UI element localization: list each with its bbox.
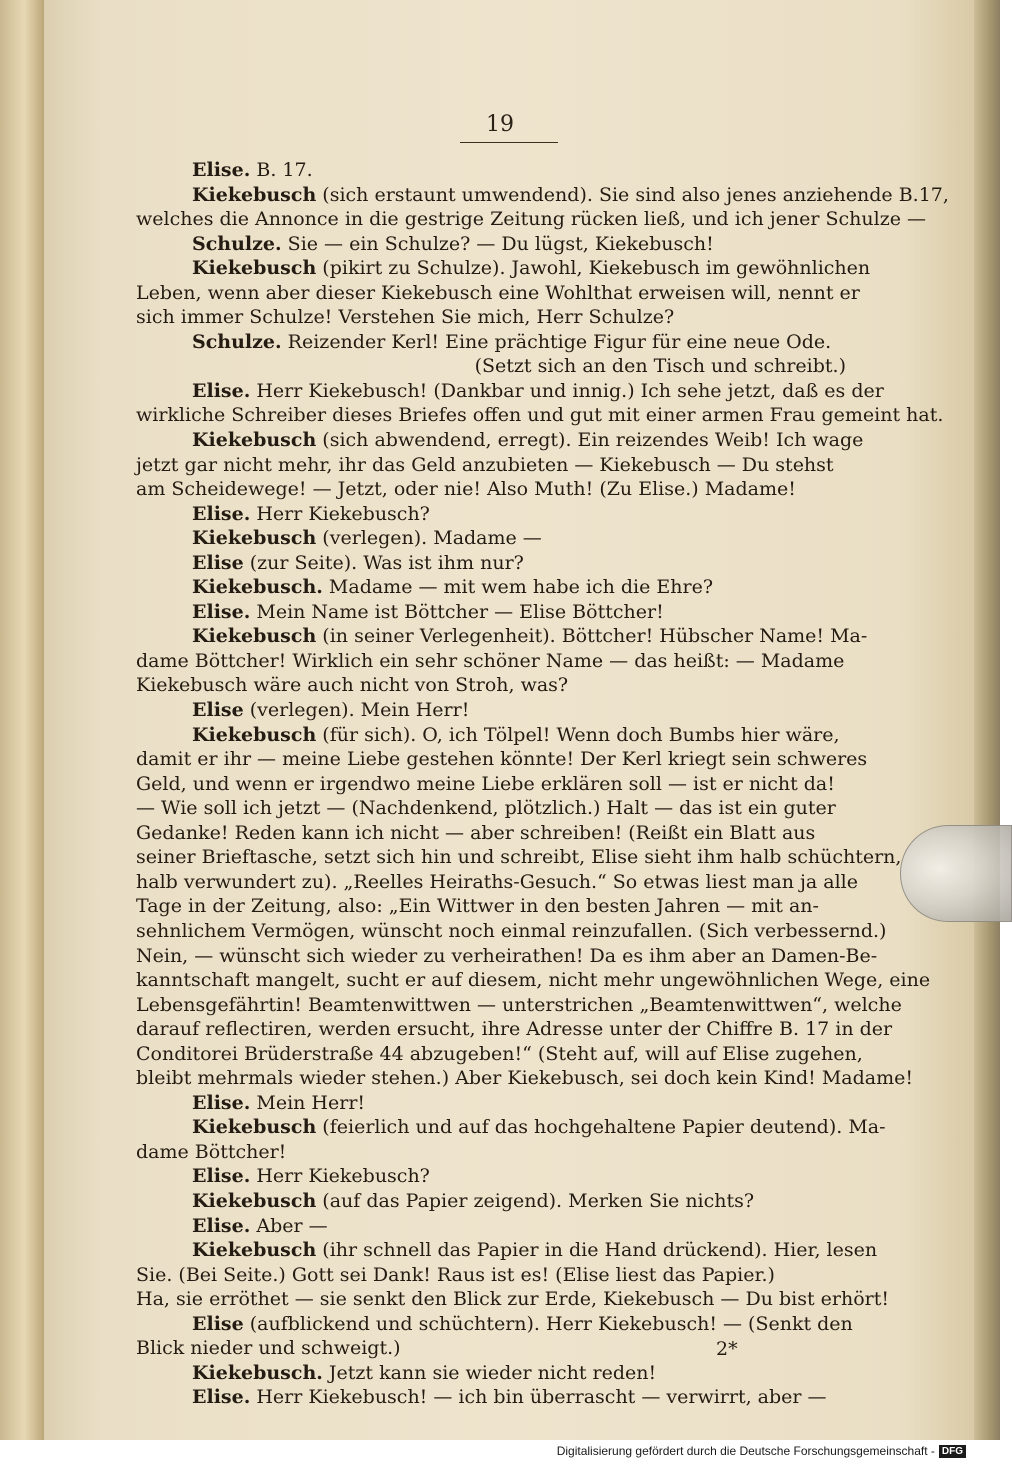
line-text: Lebensgefährtin! Beamtenwittwen — unterstrichen „Beamtenwittwen“, welche bbox=[136, 993, 902, 1016]
line-text: — Wie soll ich jetzt — (Nachdenkend, plötzlich.) Halt — das ist ein guter bbox=[136, 797, 836, 820]
speaker-name: Kiekebusch. bbox=[192, 576, 323, 599]
speaker-name: Elise. bbox=[192, 159, 251, 181]
speaker-name: Elise. bbox=[192, 379, 251, 402]
line-text: (für sich). O, ich Tölpel! Wenn doch Bumbs hier wäre, bbox=[316, 723, 840, 746]
line-text: halb verwundert zu). „Reelles Heiraths-Gesuch.“ So etwas liest man ja alle bbox=[136, 870, 858, 893]
line-text: (verlegen). Mein Herr! bbox=[243, 699, 470, 722]
line-text: Nein, — wünscht sich wieder zu verheirathen! Da es ihm aber an Damen-Be- bbox=[136, 944, 878, 967]
line-text: (aufblickend und schüchtern). Herr Kiekebusch! — (Senkt den bbox=[243, 1312, 853, 1335]
line-text: (Setzt sich an den Tisch und schreibt.) bbox=[474, 355, 846, 378]
line-text: Kiekebusch wäre auch nicht von Stroh, was? bbox=[136, 674, 569, 697]
speaker-name: Schulze. bbox=[192, 330, 282, 353]
line-text: (ihr schnell das Papier in die Hand drückend). Hier, lesen bbox=[316, 1239, 878, 1262]
line-text: (verlegen). Madame — bbox=[316, 527, 542, 550]
text-line bbox=[136, 354, 876, 379]
text-line bbox=[136, 379, 884, 404]
speaker-name: Elise. bbox=[192, 600, 251, 623]
text-line bbox=[136, 821, 876, 846]
footer-text: Digitalisierung gefördert durch die Deutsche Forschungsgemeinschaft - bbox=[556, 1444, 935, 1458]
line-text: (in seiner Verlegenheit). Böttcher! Hübscher Name! Ma- bbox=[316, 625, 868, 648]
line-text: Madame — mit wem habe ich die Ehre? bbox=[322, 576, 714, 599]
text-line bbox=[136, 1287, 890, 1312]
speaker-name: Schulze. bbox=[192, 232, 282, 255]
play-text-body bbox=[136, 158, 949, 1410]
speaker-name: Kiekebusch bbox=[192, 183, 317, 206]
line-text: Geld, und wenn er irgendwo meine Liebe erklären soll — ist er nicht da! bbox=[136, 772, 835, 795]
text-line bbox=[136, 1140, 876, 1165]
speaker-name: Elise bbox=[192, 699, 244, 722]
line-text: Sie — ein Schulze? — Du lügst, Kiekebusch! bbox=[281, 232, 714, 255]
text-line bbox=[136, 232, 876, 257]
text-line bbox=[136, 428, 876, 453]
speaker-name: Kiekebusch bbox=[192, 1239, 317, 1262]
text-line bbox=[136, 1238, 876, 1263]
line-text: Tage in der Zeitung, also: „Ein Wittwer in den besten Jahren — mit an- bbox=[136, 895, 819, 918]
speaker-name: Kiekebusch bbox=[192, 723, 317, 746]
line-text: Mein Name ist Böttcher — Elise Böttcher! bbox=[250, 600, 664, 623]
speaker-name: Elise. bbox=[192, 1091, 251, 1114]
text-line bbox=[136, 502, 876, 527]
text-line bbox=[136, 772, 876, 797]
text-line bbox=[136, 747, 876, 772]
line-text: Blick nieder und schweigt.) bbox=[136, 1337, 401, 1360]
line-text: Herr Kiekebusch? bbox=[250, 1165, 430, 1188]
line-text: Conditorei Brüderstraße 44 abzugeben!“ (Steht auf, will auf Elise zugehen, bbox=[136, 1042, 863, 1065]
text-line bbox=[136, 1042, 876, 1067]
line-text: (sich erstaunt umwendend). Sie sind also jenes anziehende B.17, bbox=[316, 183, 949, 206]
line-text: bleibt mehrmals wieder stehen.) Aber Kiekebusch, sei doch kein Kind! Madame! bbox=[136, 1067, 914, 1090]
line-text: Herr Kiekebusch? bbox=[250, 502, 430, 525]
text-line bbox=[136, 894, 876, 919]
speaker-name: Kiekebusch bbox=[192, 1189, 317, 1212]
line-text: Sie. (Bei Seite.) Gott sei Dank! Raus ist es! (Elise liest das Papier.) bbox=[136, 1263, 775, 1286]
dfg-logo: DFG bbox=[939, 1445, 966, 1458]
text-line bbox=[136, 600, 876, 625]
text-line bbox=[136, 183, 949, 208]
line-text: Ha, sie erröthet — sie senkt den Blick zur Erde, Kiekebusch — Du bist erhört! bbox=[136, 1288, 890, 1311]
line-text: (sich abwendend, erregt). Ein reizendes Weib! Ich wage bbox=[316, 429, 864, 452]
line-text: Herr Kiekebusch! — ich bin überrascht — verwirrt, aber — bbox=[250, 1386, 827, 1409]
page-number: 19 bbox=[486, 112, 514, 137]
text-line bbox=[136, 477, 876, 502]
page-clip-holder bbox=[900, 825, 1012, 922]
text-line bbox=[136, 403, 944, 428]
speaker-name: Kiekebusch bbox=[192, 625, 317, 648]
text-line bbox=[136, 281, 876, 306]
line-text: (pikirt zu Schulze). Jawohl, Kiekebusch im gewöhnlichen bbox=[316, 257, 871, 280]
line-text: Gedanke! Reden kann ich nicht — aber schreiben! (Reißt ein Blatt aus bbox=[136, 821, 816, 844]
line-text: Jetzt kann sie wieder nicht reden! bbox=[322, 1361, 657, 1384]
line-text: am Scheidewege! — Jetzt, oder nie! Also Muth! (Zu Elise.) Madame! bbox=[136, 478, 796, 501]
line-text: Herr Kiekebusch! (Dankbar und innig.) Ich sehe jetzt, daß es der bbox=[250, 379, 884, 402]
text-line bbox=[136, 1263, 876, 1288]
left-page-edge bbox=[0, 0, 44, 1440]
text-line bbox=[136, 1214, 876, 1239]
text-line bbox=[136, 845, 902, 870]
line-text: Leben, wenn aber dieser Kiekebusch eine Wohlthat erweisen will, nennt er bbox=[136, 281, 860, 304]
text-line bbox=[136, 256, 876, 281]
speaker-name: Elise. bbox=[192, 1214, 251, 1237]
text-line bbox=[136, 453, 876, 478]
footer-credit bbox=[557, 1444, 966, 1458]
line-text: (auf das Papier zeigend). Merken Sie nichts? bbox=[316, 1189, 755, 1212]
text-line bbox=[136, 944, 876, 969]
line-text: dame Böttcher! Wirklich ein sehr schöner Name — das heißt: — Madame bbox=[136, 649, 845, 672]
line-text: seiner Brieftasche, setzt sich hin und schreibt, Elise sieht ihm halb schüchtern, bbox=[136, 846, 902, 869]
line-text: sich immer Schulze! Verstehen Sie mich, Herr Schulze? bbox=[136, 306, 675, 329]
text-line bbox=[136, 993, 902, 1018]
line-text: kanntschaft mangelt, sucht er auf diesem, nicht mehr ungewöhnlichen Wege, eine bbox=[136, 969, 931, 992]
line-text: welches die Annonce in die gestrige Zeitung rücken ließ, und ich jener Schulze — bbox=[136, 208, 926, 231]
text-line bbox=[136, 526, 876, 551]
text-line bbox=[136, 1336, 876, 1361]
speaker-name: Kiekebusch bbox=[192, 1116, 317, 1139]
text-line bbox=[136, 1189, 876, 1214]
speaker-name: Elise. bbox=[192, 1165, 251, 1188]
text-line bbox=[136, 207, 926, 232]
text-line bbox=[136, 551, 876, 576]
text-line bbox=[136, 673, 876, 698]
speaker-name: Elise bbox=[192, 1312, 244, 1335]
line-text: sehnlichem Vermögen, wünscht noch einmal reinzufallen. (Sich verbessernd.) bbox=[136, 919, 887, 942]
text-line bbox=[136, 1066, 914, 1091]
line-text: dame Böttcher! bbox=[136, 1140, 287, 1163]
speaker-name: Kiekebusch. bbox=[192, 1361, 323, 1384]
text-line bbox=[136, 575, 876, 600]
speaker-name: Kiekebusch bbox=[192, 257, 317, 280]
line-text: Aber — bbox=[250, 1214, 328, 1237]
line-text: (feierlich und auf das hochgehaltene Papier deutend). Ma- bbox=[316, 1116, 886, 1139]
text-line bbox=[136, 305, 876, 330]
text-line bbox=[136, 796, 876, 821]
line-text: jetzt gar nicht mehr, ihr das Geld anzubieten — Kiekebusch — Du stehst bbox=[136, 453, 834, 476]
line-text: Reizender Kerl! Eine prächtige Figur für eine neue Ode. bbox=[281, 330, 832, 353]
line-text: wirkliche Schreiber dieses Briefes offen und gut mit einer armen Frau gemeint hat. bbox=[136, 404, 944, 427]
line-text: Mein Herr! bbox=[250, 1091, 366, 1114]
line-text: (zur Seite). Was ist ihm nur? bbox=[243, 551, 524, 574]
page-number-rule bbox=[460, 142, 558, 143]
text-line bbox=[136, 1115, 886, 1140]
text-line bbox=[136, 624, 876, 649]
text-line bbox=[136, 723, 876, 748]
text-line bbox=[136, 1164, 876, 1189]
line-text: damit er ihr — meine Liebe gestehen könnte! Der Kerl kriegt sein schweres bbox=[136, 748, 868, 771]
line-text: darauf reflectiren, werden ersucht, ihre Adresse unter der Chiffre B. 17 in der bbox=[136, 1018, 893, 1041]
text-line bbox=[136, 1312, 876, 1337]
text-line bbox=[136, 1091, 876, 1116]
text-line bbox=[136, 870, 876, 895]
speaker-name: Kiekebusch bbox=[192, 429, 317, 452]
text-line bbox=[136, 1361, 876, 1386]
right-page-edge bbox=[974, 0, 1000, 1440]
text-line bbox=[136, 698, 876, 723]
speaker-name: Elise bbox=[192, 551, 244, 574]
text-line bbox=[136, 968, 931, 993]
text-line bbox=[136, 1385, 876, 1410]
text-line bbox=[136, 649, 876, 674]
text-line bbox=[136, 1017, 893, 1042]
speaker-name: Kiekebusch bbox=[192, 527, 317, 550]
text-line bbox=[136, 330, 876, 355]
signature-mark: 2* bbox=[716, 1338, 738, 1360]
speaker-name: Elise. bbox=[192, 502, 251, 525]
text-line bbox=[136, 919, 887, 944]
speaker-name: Elise. bbox=[192, 1386, 251, 1409]
text-line bbox=[136, 158, 876, 183]
line-text: B. 17. bbox=[250, 159, 313, 181]
